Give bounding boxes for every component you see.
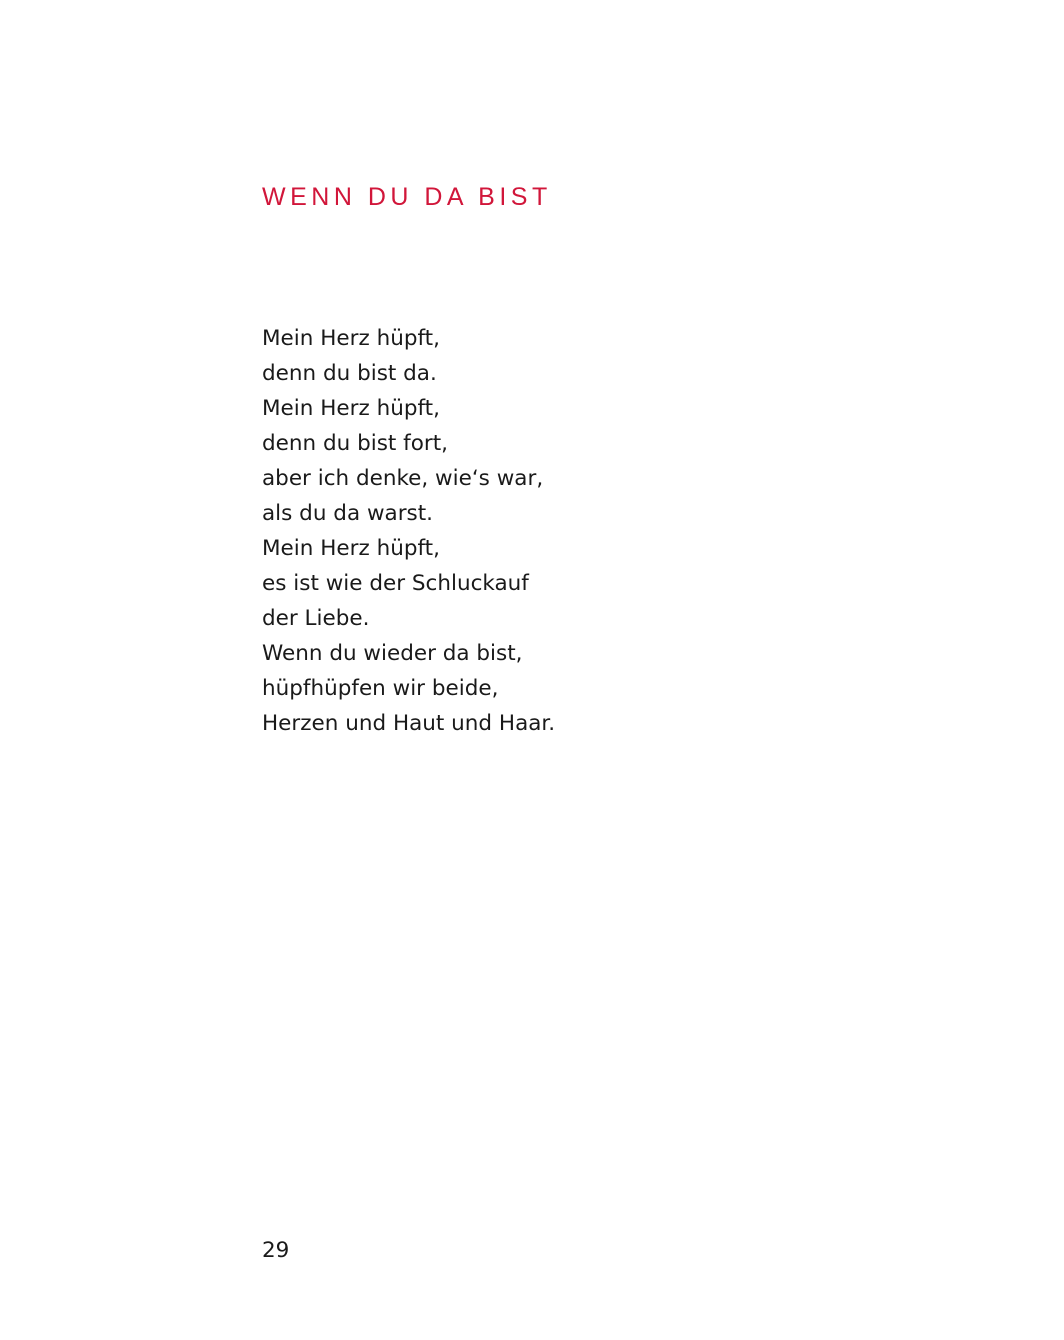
poem-line: denn du bist da. <box>262 361 437 386</box>
poem-title: WENN DU DA BIST <box>262 183 552 211</box>
poem-line: Herzen und Haut und Haar. <box>262 711 556 736</box>
poem-line: als du da warst. <box>262 501 434 526</box>
poem-line: Wenn du wieder da bist, <box>262 641 523 666</box>
poem-line: denn du bist fort, <box>262 431 448 456</box>
poem-line: der Liebe. <box>262 606 370 631</box>
poem-line: Mein Herz hüpft, <box>262 536 440 561</box>
poem-line: aber ich denke, wie‘s war, <box>262 466 544 491</box>
poem-line: Mein Herz hüpft, <box>262 326 440 351</box>
poem-line: Mein Herz hüpft, <box>262 396 440 421</box>
page-number: 29 <box>262 1238 290 1263</box>
poem-line: es ist wie der Schluckauf <box>262 571 529 596</box>
poem-line: hüpfhüpfen wir beide, <box>262 676 499 701</box>
poem-body <box>262 321 555 741</box>
